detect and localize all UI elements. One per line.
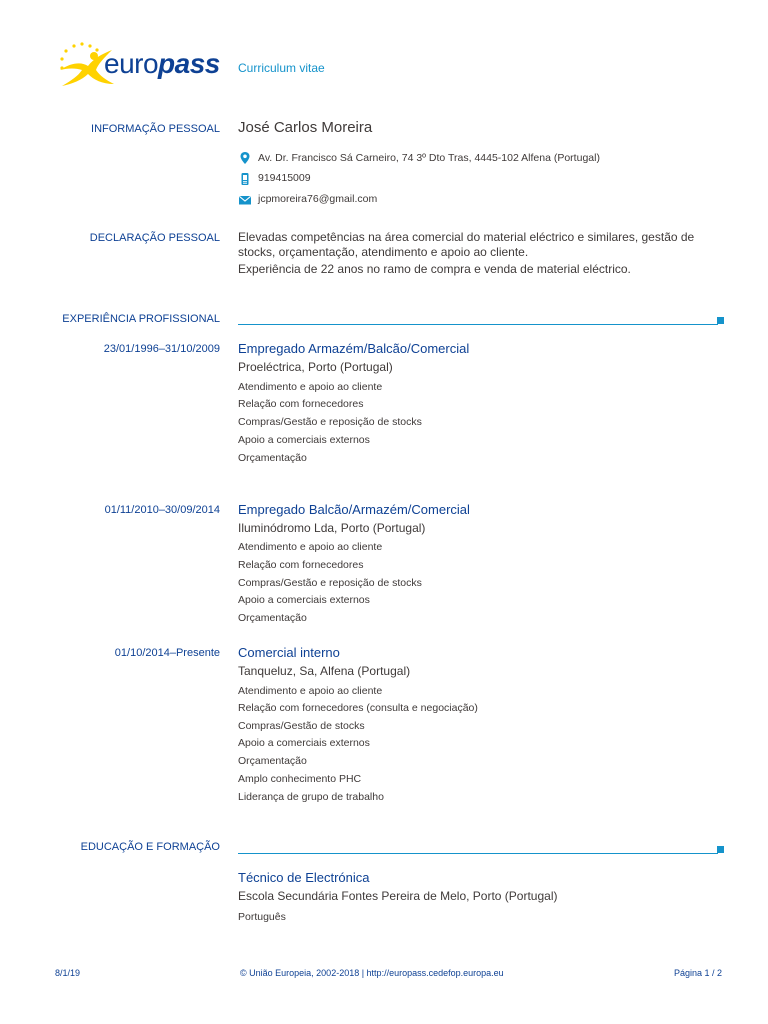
section-rule-marker [717, 317, 724, 324]
education-school: Escola Secundária Fontes Pereira de Melo, Porto (Portugal) [238, 889, 558, 903]
footer-page-number: Página 1 / 2 [673, 968, 722, 978]
europass-logo [54, 40, 224, 90]
footer-date: 8/1/19 [55, 968, 81, 978]
section-rule [238, 324, 718, 325]
logo-text-pass: pass [158, 48, 220, 79]
location-pin-icon [238, 151, 252, 165]
person-name: José Carlos Moreira [238, 119, 373, 136]
job-task: Apoio a comerciais externos [238, 737, 370, 749]
job-task: Atendimento e apoio ao cliente [238, 541, 383, 553]
job-employer: Iluminódromo Lda, Porto (Portugal) [238, 521, 426, 535]
section-rule-marker [717, 846, 724, 853]
job-task: Compras/Gestão e reposição de stocks [238, 577, 422, 589]
job-task: Compras/Gestão e reposição de stocks [238, 416, 422, 428]
job-task: Atendimento e apoio ao cliente [238, 381, 383, 393]
job-title: Comercial interno [238, 645, 340, 660]
job-task: Relação com fornecedores [238, 398, 364, 410]
statement-line: stocks, orçamentação, atendimento e apoio ao cliente. [238, 245, 529, 259]
education-language: Português [238, 911, 286, 923]
job-task: Atendimento e apoio ao cliente [238, 685, 383, 697]
job-title: Empregado Armazém/Balcão/Comercial [238, 341, 470, 356]
job-employer: Proeléctrica, Porto (Portugal) [238, 360, 393, 374]
job-task: Liderança de grupo de trabalho [238, 791, 384, 803]
job-task: Compras/Gestão de stocks [238, 720, 365, 732]
mobile-phone-icon [238, 172, 252, 186]
job-task: Apoio a comerciais externos [238, 434, 370, 446]
job-task: Relação com fornecedores [238, 559, 364, 571]
document-title: Curriculum vitae [238, 61, 325, 75]
job-task: Amplo conhecimento PHC [238, 773, 362, 785]
envelope-icon [238, 193, 252, 207]
statement-line: Elevadas competências na área comercial do material eléctrico e similares, gestão de [238, 230, 695, 244]
section-label-experience: EXPERIÊNCIA PROFISSIONAL [62, 313, 220, 325]
section-label-education: EDUCAÇÃO E FORMAÇÃO [80, 841, 220, 853]
footer-copyright[interactable]: © União Europeia, 2002-2018 | http://europass.cedefop.europa.eu [240, 968, 504, 978]
job-task: Apoio a comerciais externos [238, 594, 370, 606]
section-label-statement: DECLARAÇÃO PESSOAL [89, 232, 220, 244]
education-title: Técnico de Electrónica [238, 870, 370, 885]
logo-text-euro: euro [104, 48, 159, 79]
job-title: Empregado Balcão/Armazém/Comercial [238, 502, 470, 517]
address-text: Av. Dr. Francisco Sá Carneiro, 74 3º Dto Tras, 4445-102 Alfena (Portugal) [258, 152, 600, 164]
phone-text: 919415009 [258, 172, 311, 184]
job-dates: 23/01/1996–31/10/2009 [103, 343, 220, 355]
job-dates: 01/11/2010–30/09/2014 [104, 504, 220, 516]
job-task: Orçamentação [238, 755, 307, 767]
job-task: Orçamentação [238, 452, 307, 464]
job-task: Orçamentação [238, 612, 307, 624]
email-text[interactable]: jcpmoreira76@gmail.com [258, 193, 378, 205]
section-label-personal: INFORMAÇÃO PESSOAL [91, 123, 220, 135]
section-rule [238, 853, 718, 854]
job-dates: 01/10/2014–Presente [114, 647, 220, 659]
statement-line: Experiência de 22 anos no ramo de compra e venda de material eléctrico. [238, 262, 631, 276]
job-employer: Tanqueluz, Sa, Alfena (Portugal) [238, 664, 411, 678]
job-task: Relação com fornecedores (consulta e negociação) [238, 702, 478, 714]
